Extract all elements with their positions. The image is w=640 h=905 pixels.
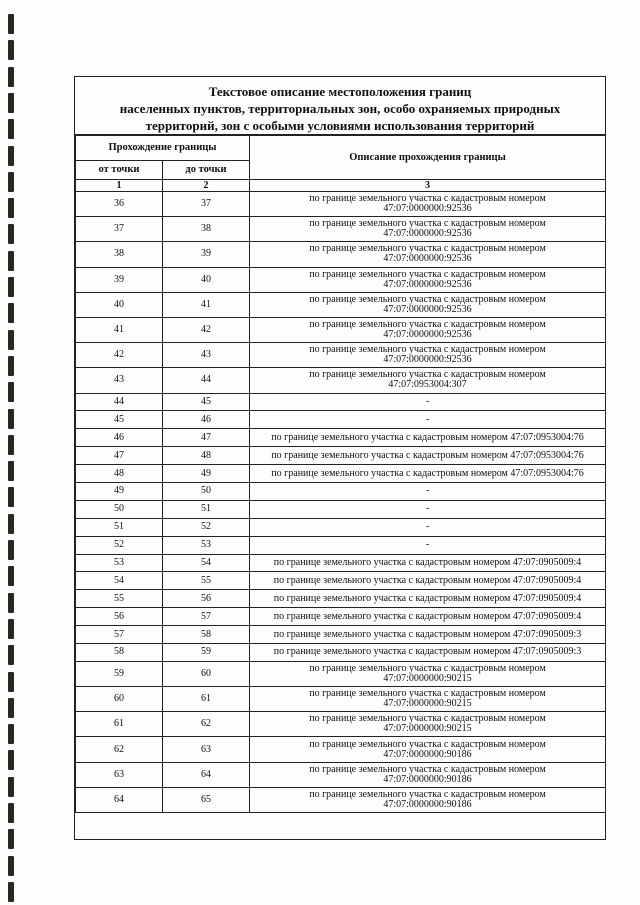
cell-description xyxy=(250,626,606,644)
cell-description xyxy=(250,554,606,572)
binding-hole xyxy=(8,487,14,507)
cell-to-point: 48 xyxy=(163,447,250,465)
cell-from-point: 56 xyxy=(76,608,163,626)
cell-description xyxy=(250,762,606,787)
description-line-1: по границе земельного участка с кадастровым номером xyxy=(309,193,546,205)
description-line-1: по границе земельного участка с кадастровым номером xyxy=(309,738,546,750)
table-row xyxy=(76,343,606,368)
description-line-1: по границе земельного участка с кадастровым номером xyxy=(309,662,546,674)
cell-to-point: 53 xyxy=(163,536,250,554)
cell-to-point: 40 xyxy=(163,267,250,292)
cell-from-point: 45 xyxy=(76,411,163,429)
table-row xyxy=(76,217,606,242)
description-line-1: по границе земельного участка с кадастровым номером xyxy=(309,243,546,255)
cell-description xyxy=(250,192,606,217)
binding-hole xyxy=(8,146,14,166)
table-row xyxy=(76,643,606,661)
description-line-1: по границе земельного участка с кадастровым номером 47:07:0905009:3 xyxy=(273,628,582,640)
description-line-2: 47:07:0000000:92536 xyxy=(383,253,472,265)
description-line-1: по границе земельного участка с кадастровым номером xyxy=(309,319,546,331)
description-line-2: 47:07:0000000:92536 xyxy=(383,303,472,315)
cell-to-point: 61 xyxy=(163,687,250,712)
cell-description xyxy=(250,500,606,518)
cell-to-point: 44 xyxy=(163,368,250,393)
cell-description xyxy=(250,661,606,686)
description-line-1: по границе земельного участка с кадастровым номером 47:07:0905009:4 xyxy=(273,556,582,568)
description-line-1: - xyxy=(425,503,430,515)
description-line-1: - xyxy=(425,413,430,425)
cell-from-point: 43 xyxy=(76,368,163,393)
description-line-2: 47:07:0000000:90215 xyxy=(383,698,472,710)
cell-description xyxy=(250,518,606,536)
cell-description xyxy=(250,368,606,393)
binding-hole xyxy=(8,251,14,271)
description-line-1: по границе земельного участка с кадастровым номером xyxy=(309,268,546,280)
table-row xyxy=(76,192,606,217)
description-line-1: - xyxy=(425,539,430,551)
description-line-1: по границе земельного участка с кадастровым номером 47:07:0953004:76 xyxy=(271,431,584,443)
cell-from-point: 64 xyxy=(76,787,163,812)
cell-to-point: 64 xyxy=(163,762,250,787)
spiral-binding xyxy=(0,0,22,905)
cell-description xyxy=(250,536,606,554)
description-line-1: по границе земельного участка с кадастровым номером xyxy=(309,369,546,381)
binding-hole xyxy=(8,724,14,744)
description-line-2: 47:07:0000000:90186 xyxy=(383,798,472,810)
cell-from-point: 52 xyxy=(76,536,163,554)
cell-to-point: 51 xyxy=(163,500,250,518)
description-line-2: 47:07:0000000:92536 xyxy=(383,278,472,290)
cell-to-point: 50 xyxy=(163,482,250,500)
cell-description xyxy=(250,608,606,626)
cell-to-point: 58 xyxy=(163,626,250,644)
cell-from-point: 47 xyxy=(76,447,163,465)
table-row xyxy=(76,536,606,554)
cell-description xyxy=(250,482,606,500)
description-line-1: по границе земельного участка с кадастровым номером xyxy=(309,688,546,700)
cell-description xyxy=(250,572,606,590)
description-line-2: 47:07:0000000:92536 xyxy=(383,329,472,341)
description-line-1: по границе земельного участка с кадастровым номером xyxy=(309,788,546,800)
description-line-2: 47:07:0953004:307 xyxy=(388,379,467,391)
table-row xyxy=(76,393,606,411)
description-line-2: 47:07:0000000:92536 xyxy=(383,203,472,215)
document-frame xyxy=(74,76,606,840)
description-line-1: по границе земельного участка с кадастровым номером 47:07:0905009:4 xyxy=(273,610,582,622)
table-row xyxy=(76,500,606,518)
description-line-1: по границе земельного участка с кадастровым номером 47:07:0905009:4 xyxy=(273,574,582,586)
binding-hole xyxy=(8,409,14,429)
binding-hole xyxy=(8,382,14,402)
cell-from-point: 42 xyxy=(76,343,163,368)
table-row xyxy=(76,572,606,590)
cell-from-point: 62 xyxy=(76,737,163,762)
cell-from-point: 53 xyxy=(76,554,163,572)
table-row xyxy=(76,482,606,500)
cell-description xyxy=(250,787,606,812)
cell-to-point: 59 xyxy=(163,643,250,661)
title-line-1: Текстовое описание местоположения границ xyxy=(208,84,472,99)
binding-hole xyxy=(8,330,14,350)
cell-description xyxy=(250,447,606,465)
binding-hole xyxy=(8,224,14,244)
table-row xyxy=(76,787,606,812)
binding-hole xyxy=(8,672,14,692)
cell-from-point: 60 xyxy=(76,687,163,712)
cell-from-point: 39 xyxy=(76,267,163,292)
table-row xyxy=(76,590,606,608)
cell-from-point: 55 xyxy=(76,590,163,608)
binding-hole xyxy=(8,698,14,718)
table-row xyxy=(76,762,606,787)
cell-description xyxy=(250,242,606,267)
cell-to-point: 62 xyxy=(163,712,250,737)
binding-hole xyxy=(8,93,14,113)
cell-description xyxy=(250,292,606,317)
header-col-2: 2 xyxy=(163,180,250,192)
cell-to-point: 38 xyxy=(163,217,250,242)
table-body xyxy=(76,192,606,813)
binding-hole xyxy=(8,14,14,34)
cell-description xyxy=(250,429,606,447)
cell-to-point: 56 xyxy=(163,590,250,608)
binding-hole xyxy=(8,856,14,876)
cell-from-point: 59 xyxy=(76,661,163,686)
cell-description xyxy=(250,411,606,429)
cell-description xyxy=(250,267,606,292)
table-row xyxy=(76,737,606,762)
description-line-1: - xyxy=(425,521,430,533)
description-line-1: - xyxy=(425,485,430,497)
description-line-1: по границе земельного участка с кадастровым номером xyxy=(309,218,546,230)
cell-from-point: 48 xyxy=(76,465,163,483)
description-line-1: по границе земельного участка с кадастровым номером 47:07:0953004:76 xyxy=(271,449,584,461)
table-row xyxy=(76,687,606,712)
table-row xyxy=(76,317,606,342)
description-line-2: 47:07:0000000:90186 xyxy=(383,748,472,760)
table-row xyxy=(76,267,606,292)
cell-from-point: 49 xyxy=(76,482,163,500)
title-line-3: территорий, зон с особыми условиями использования территорий xyxy=(145,118,535,133)
cell-from-point: 46 xyxy=(76,429,163,447)
table-row xyxy=(76,368,606,393)
cell-to-point: 52 xyxy=(163,518,250,536)
cell-description xyxy=(250,590,606,608)
description-line-2: 47:07:0000000:90215 xyxy=(383,723,472,735)
cell-description xyxy=(250,217,606,242)
cell-to-point: 39 xyxy=(163,242,250,267)
cell-to-point: 54 xyxy=(163,554,250,572)
description-line-1: по границе земельного участка с кадастровым номером xyxy=(309,293,546,305)
binding-hole xyxy=(8,540,14,560)
cell-description xyxy=(250,393,606,411)
cell-description xyxy=(250,712,606,737)
cell-from-point: 50 xyxy=(76,500,163,518)
document-title xyxy=(75,77,605,135)
description-line-1: по границе земельного участка с кадастровым номером 47:07:0953004:76 xyxy=(271,467,584,479)
cell-to-point: 57 xyxy=(163,608,250,626)
binding-hole xyxy=(8,619,14,639)
description-line-1: по границе земельного участка с кадастровым номером 47:07:0905009:4 xyxy=(273,592,582,604)
binding-hole xyxy=(8,172,14,192)
binding-hole xyxy=(8,566,14,586)
cell-to-point: 43 xyxy=(163,343,250,368)
cell-from-point: 37 xyxy=(76,217,163,242)
binding-hole xyxy=(8,303,14,323)
cell-description xyxy=(250,687,606,712)
table-row xyxy=(76,518,606,536)
boundary-table xyxy=(75,135,606,813)
table-row xyxy=(76,712,606,737)
table-row xyxy=(76,429,606,447)
cell-to-point: 45 xyxy=(163,393,250,411)
cell-to-point: 65 xyxy=(163,787,250,812)
description-line-2: 47:07:0000000:90186 xyxy=(383,773,472,785)
cell-to-point: 60 xyxy=(163,661,250,686)
cell-from-point: 36 xyxy=(76,192,163,217)
binding-hole xyxy=(8,40,14,60)
binding-hole xyxy=(8,435,14,455)
header-to: до точки xyxy=(163,161,250,180)
cell-from-point: 38 xyxy=(76,242,163,267)
cell-to-point: 63 xyxy=(163,737,250,762)
binding-hole xyxy=(8,829,14,849)
binding-hole xyxy=(8,67,14,87)
description-line-1: по границе земельного участка с кадастровым номером xyxy=(309,713,546,725)
table-tail-empty xyxy=(75,814,605,839)
title-line-2: населенных пунктов, территориальных зон, особо охраняемых природных xyxy=(119,101,561,116)
table-row xyxy=(76,626,606,644)
description-line-2: 47:07:0000000:90215 xyxy=(383,672,472,684)
table-row xyxy=(76,661,606,686)
cell-description xyxy=(250,317,606,342)
binding-hole xyxy=(8,803,14,823)
table-row xyxy=(76,292,606,317)
header-passage: Прохождение границы xyxy=(76,136,250,161)
header-col-1: 1 xyxy=(76,180,163,192)
cell-from-point: 63 xyxy=(76,762,163,787)
description-line-1: - xyxy=(425,395,430,407)
cell-from-point: 51 xyxy=(76,518,163,536)
binding-hole xyxy=(8,645,14,665)
binding-hole xyxy=(8,514,14,534)
cell-to-point: 46 xyxy=(163,411,250,429)
description-line-1: по границе земельного участка с кадастровым номером xyxy=(309,763,546,775)
cell-description xyxy=(250,737,606,762)
cell-to-point: 55 xyxy=(163,572,250,590)
table-row xyxy=(76,411,606,429)
cell-to-point: 49 xyxy=(163,465,250,483)
binding-hole xyxy=(8,750,14,770)
binding-hole xyxy=(8,277,14,297)
description-line-2: 47:07:0000000:92536 xyxy=(383,228,472,240)
cell-from-point: 61 xyxy=(76,712,163,737)
binding-hole xyxy=(8,461,14,481)
cell-to-point: 42 xyxy=(163,317,250,342)
cell-description xyxy=(250,643,606,661)
binding-hole xyxy=(8,777,14,797)
table-row xyxy=(76,242,606,267)
cell-from-point: 54 xyxy=(76,572,163,590)
binding-hole xyxy=(8,119,14,139)
cell-description xyxy=(250,343,606,368)
header-col-3: 3 xyxy=(250,180,606,192)
cell-from-point: 41 xyxy=(76,317,163,342)
header-from: от точки xyxy=(76,161,163,180)
table-row xyxy=(76,447,606,465)
cell-from-point: 57 xyxy=(76,626,163,644)
cell-from-point: 58 xyxy=(76,643,163,661)
binding-hole xyxy=(8,356,14,376)
cell-from-point: 40 xyxy=(76,292,163,317)
cell-to-point: 41 xyxy=(163,292,250,317)
header-description: Описание прохождения границы xyxy=(250,136,606,180)
cell-to-point: 47 xyxy=(163,429,250,447)
cell-from-point: 44 xyxy=(76,393,163,411)
description-line-2: 47:07:0000000:92536 xyxy=(383,354,472,366)
table-row xyxy=(76,608,606,626)
table-row xyxy=(76,465,606,483)
binding-hole xyxy=(8,882,14,902)
description-line-1: по границе земельного участка с кадастровым номером 47:07:0905009:3 xyxy=(273,646,582,658)
cell-description xyxy=(250,465,606,483)
cell-to-point: 37 xyxy=(163,192,250,217)
binding-hole xyxy=(8,198,14,218)
table-row xyxy=(76,554,606,572)
description-line-1: по границе земельного участка с кадастровым номером xyxy=(309,344,546,356)
binding-hole xyxy=(8,593,14,613)
